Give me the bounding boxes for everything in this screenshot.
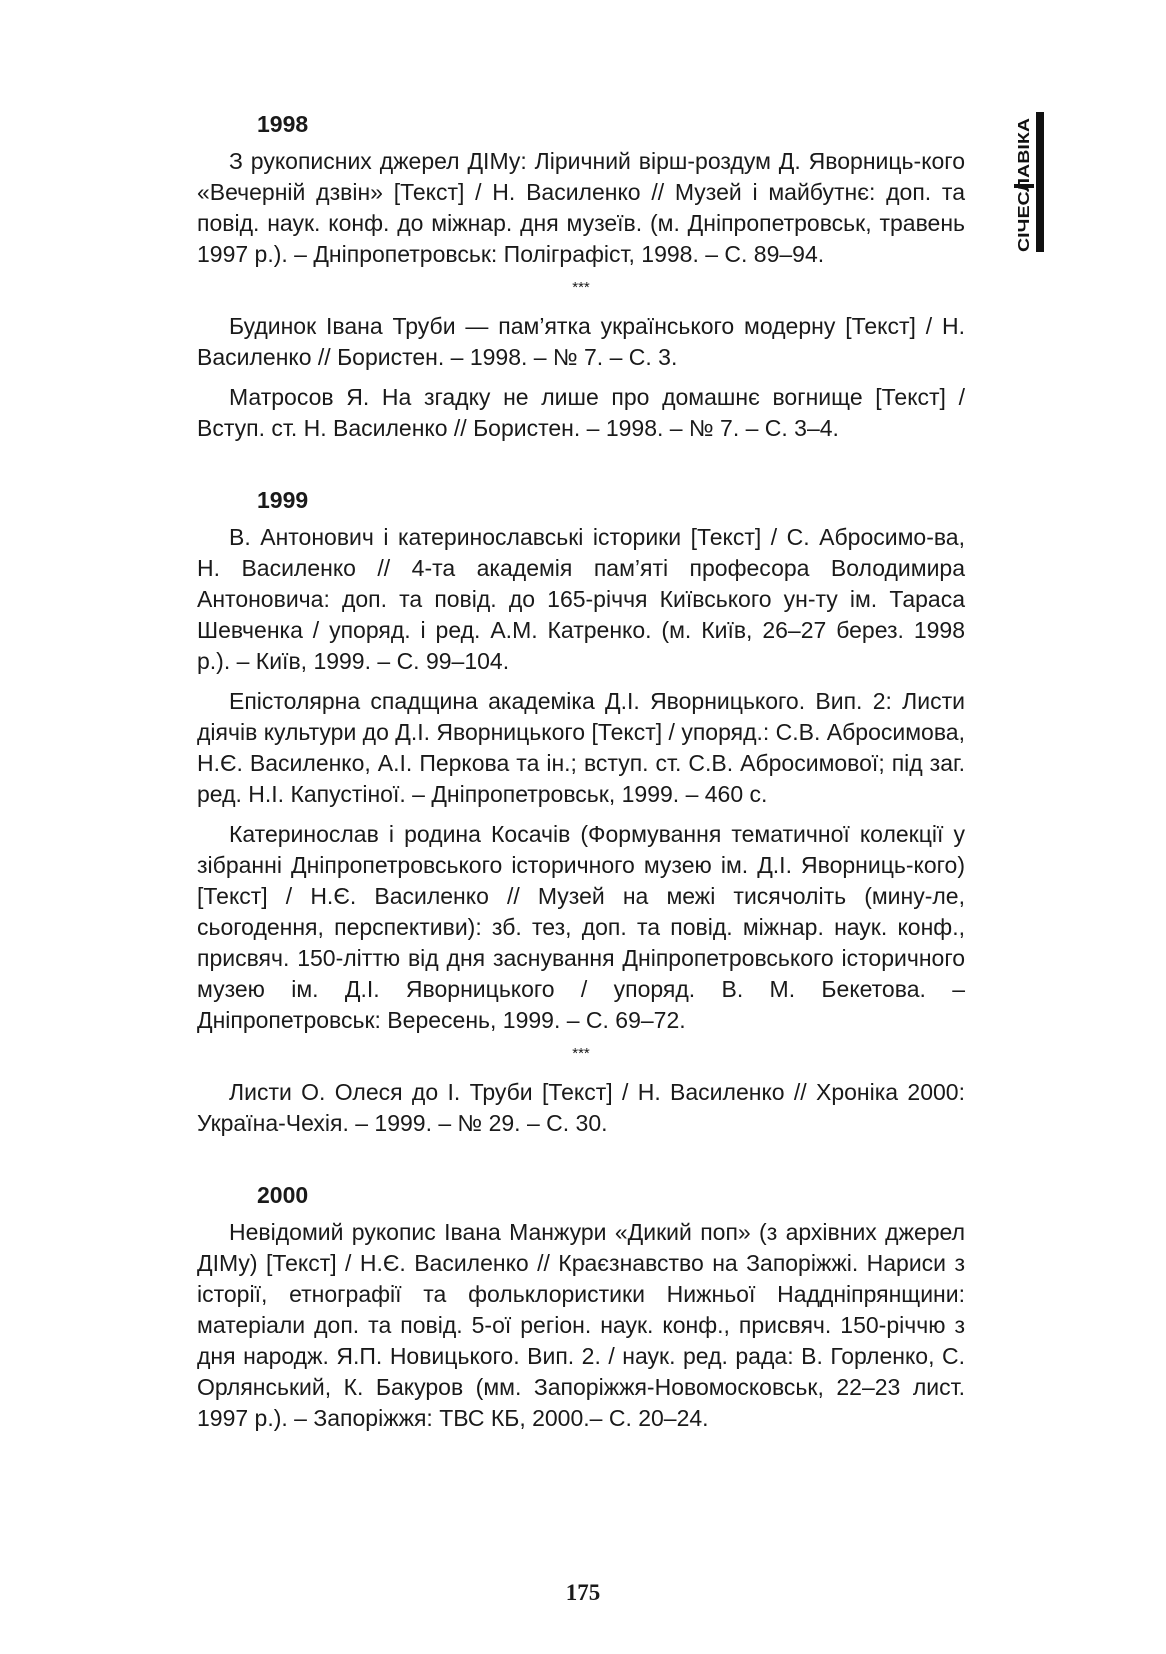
year-section — [197, 108, 965, 444]
bibliography-entry: Катеринослав і родина Косачів (Формування тематичної колекції у зібранні Дніпропетровського історичного музею ім. Д.І. Яворниць-кого) [Текст] / Н.Є. Василенко // Музей на межі тисячоліть (мину-ле, сьогодення, перспективи): зб. тез, доп. та повід. міжнар. наук. конф., присвяч. 150-літтю від дня заснування Дніпропетровського історичного музею ім. Д.І. Яворницького / упоряд. В. М. Бекетова. – Дніпропетровськ: Вересень, 1999. – С. 69–72. — [197, 821, 965, 1033]
bibliography-entry: З рукописних джерел ДІМу: Ліричний вірш-роздум Д. Яворниць-кого «Вечерній дзвін» [Текст] / Н. Василенко // Музей і майбутнє: доп. та повід. наук. конф. до міжнар. дня музеїв. (м. Дніпропетровськ, травень 1997 р.). – Дніпропетровськ: Поліграфіст, 1998. – С. 89–94. — [197, 148, 965, 267]
year-heading: 1998 — [257, 111, 309, 137]
year-section — [197, 1179, 965, 1434]
bibliography-entry: Невідомий рукопис Івана Манжури «Дикий поп» (з архівних джерел ДІМу) [Текст] / Н.Є. Василенко // Краєзнавство на Запоріжжі. Нариси з історії, етнографії та фольклористики Нижньої Наддніпрянщини: матеріали доп. та повід. 5-ої регіон. наук. конф., присвяч. 150-річчю з дня народж. Я.П. Новицького. Вип. 2. / наук. ред. рада: В. Горленко, С. Орлянський, К. Бакуров (мм. Запоріжжя-Новомосковськ, 22–23 лист. 1997 р.). – Запоріжжя: ТВС КБ, 2000.– С. 20–24. — [197, 1219, 965, 1431]
sicheslavika-logo — [1000, 112, 1046, 262]
year-heading: 2000 — [257, 1182, 309, 1208]
bibliography-entry: Будинок Івана Труби — пам’ятка українського модерну [Текст] / Н. Василенко // Бористен. – 1998. – № 7. – С. 3. — [197, 313, 965, 370]
separator-stars: *** — [572, 279, 590, 296]
page-number: 175 — [565, 1580, 601, 1605]
bibliography-entry: Епістолярна спадщина академіка Д.І. Яворницького. Вип. 2: Листи діячів культури до Д.І. Яворницького [Текст] / упоряд.: С.В. Абросимова, Н.Є. Василенко, А.І. Перкова та ін.; вступ. ст. С.В. Абросимової; під заг. ред. Н.І. Капустіної. – Дніпропетровськ, 1999. – 460 с. — [197, 688, 965, 807]
bibliography-entry: В. Антонович і катеринославські історики [Текст] / С. Абросимо-ва, Н. Василенко // 4-та академія пам’яті професора Володимира Антоновича: доп. та повід. до 165-річчя Київського ун-ту ім. Тараса Шевченка / упоряд. і ред. А.М. Катренко. (м. Київ, 26–27 берез. 1998 р.). – Київ, 1999. – С. 99–104. — [197, 524, 965, 674]
bibliography-entry: Матросов Я. На згадку не лише про домашнє вогнище [Текст] / Вступ. ст. Н. Василенко // Бористен. – 1998. – № 7. – С. 3–4. — [197, 384, 965, 441]
year-heading: 1999 — [257, 487, 309, 513]
bibliography-page — [197, 108, 965, 1443]
svg-text:СІЧЕСЛАВІКА: СІЧЕСЛАВІКА — [1016, 142, 1033, 252]
separator-stars: *** — [572, 1045, 590, 1062]
bibliography-entry: Листи О. Олеся до І. Труби [Текст] / Н. Василенко // Хроніка 2000: Україна-Чехія. – 1999. – № 29. – С. 30. — [197, 1079, 965, 1136]
year-section — [197, 484, 965, 1139]
